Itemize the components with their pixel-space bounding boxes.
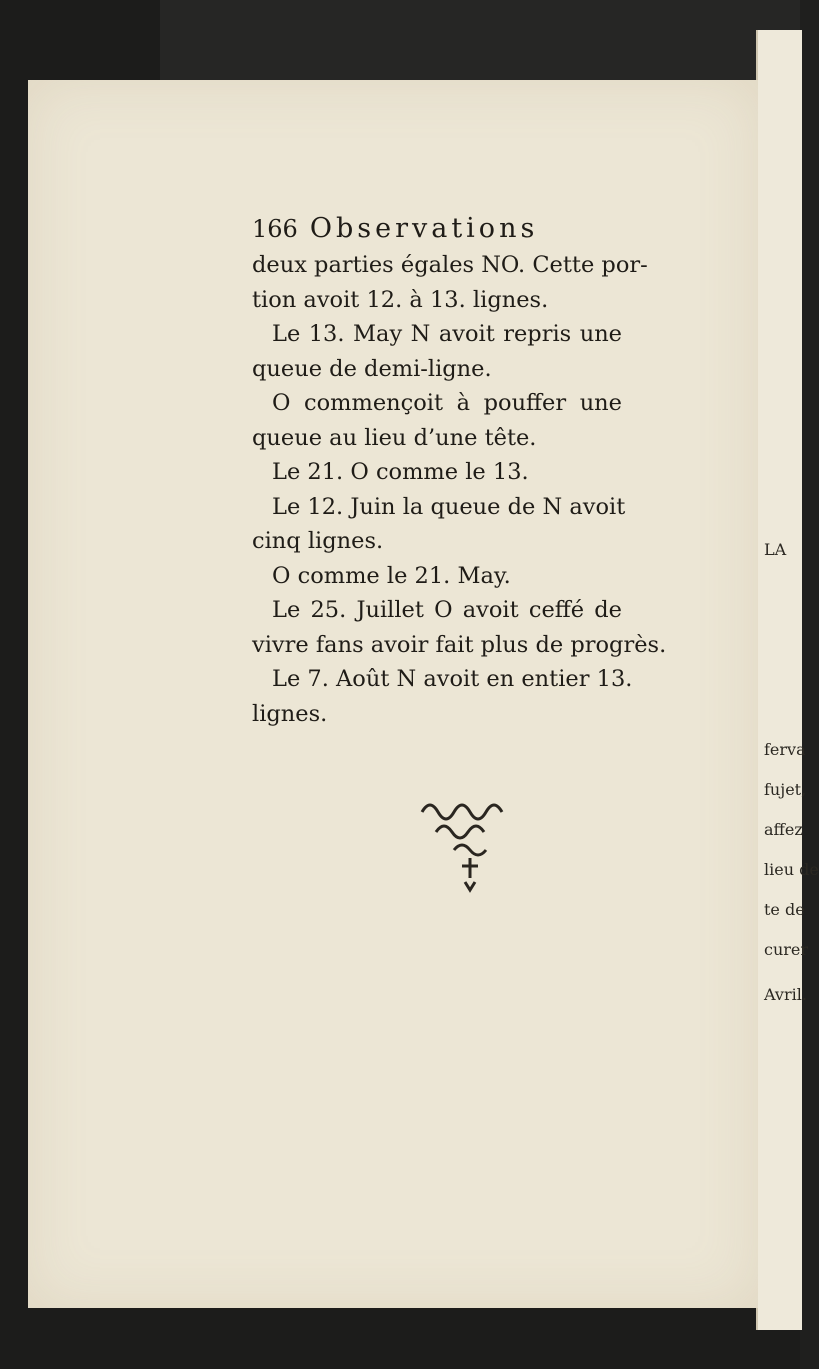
page-number: 166 [252, 215, 298, 243]
facing-page-fragment: LA [764, 540, 787, 559]
text-line: vivre fans avoir fait plus de progrès. [252, 631, 667, 658]
text-line: O commençoit à pouffer une [272, 390, 622, 416]
facing-page-fragment: lieu de [764, 860, 819, 879]
facing-page-fragment: curer [764, 940, 809, 959]
text-line: queue de demi-ligne. [252, 355, 492, 382]
text-line: O comme le 21. May. [272, 562, 511, 589]
running-title: Observations [309, 213, 539, 244]
scanner-background-top [160, 0, 800, 80]
facing-page-fragment: te de [764, 900, 805, 919]
text-line: Le 7. Août N avoit en entier 13. [272, 666, 633, 692]
text-line: lignes. [252, 700, 328, 727]
text-line: deux parties égales NO. Cette por- [252, 252, 648, 278]
tailpiece-ornament [410, 790, 530, 910]
facing-page-fragment: affez [764, 820, 803, 839]
facing-page-fragment: Avril. [764, 985, 807, 1004]
facing-page-edge [756, 30, 819, 1330]
text-line: Le 21. O comme le 13. [272, 459, 529, 485]
text-line: tion avoit 12. à 13. lignes. [252, 286, 549, 313]
running-head [252, 210, 622, 248]
text-line: queue au lieu d’une tête. [252, 424, 537, 451]
facing-page-fragment: ferva [764, 740, 806, 759]
text-line: Le 12. Juin la queue de N avoit [272, 493, 626, 520]
page-text [252, 210, 667, 731]
text-line: Le 13. May N avoit repris une [272, 321, 622, 347]
text-line: cinq lignes. [252, 528, 384, 554]
facing-page-fragment: fujet, [764, 780, 807, 799]
text-line: Le 25. Juillet O avoit ceffé de [272, 597, 622, 623]
body-lines [252, 248, 667, 731]
